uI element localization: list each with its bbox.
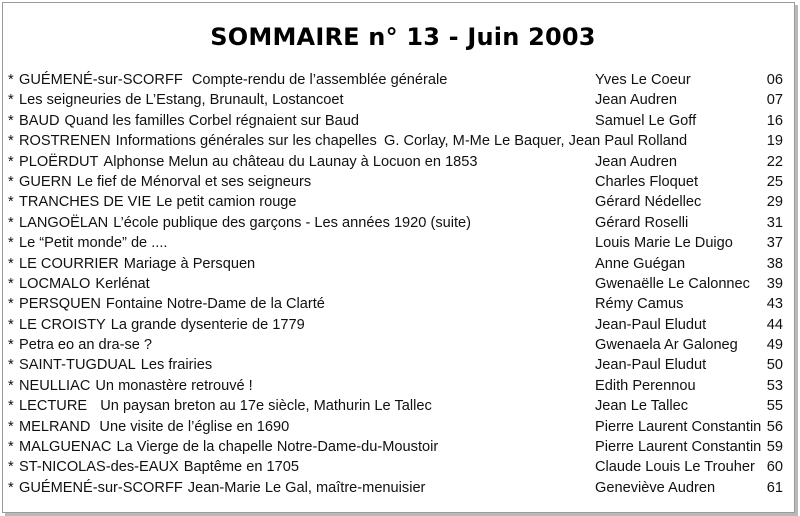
list-item bbox=[3, 192, 800, 212]
entry-author: Louis Marie Le Duigo bbox=[595, 235, 733, 252]
entry-article: Le fief de Ménorval et ses seigneurs bbox=[76, 173, 312, 190]
bullet-marker: * bbox=[8, 398, 14, 415]
list-item bbox=[3, 111, 800, 131]
entry-page-number: 60 bbox=[766, 459, 783, 476]
entry-heading bbox=[19, 213, 471, 233]
entry-heading bbox=[19, 376, 253, 396]
entry-author: Gérard Roselli bbox=[595, 214, 689, 231]
bullet-marker: * bbox=[8, 377, 14, 394]
entry-heading bbox=[19, 417, 289, 437]
list-item bbox=[3, 254, 800, 274]
entry-author: Jean Le Tallec bbox=[595, 398, 689, 415]
entry-heading bbox=[19, 90, 344, 110]
entry-place: LE CROISTY bbox=[19, 316, 106, 333]
entry-heading bbox=[19, 437, 438, 457]
bullet-marker: * bbox=[8, 133, 14, 150]
entry-page-number: 56 bbox=[766, 418, 783, 435]
entry-author: Yves Le Coeur bbox=[595, 72, 691, 88]
entry-page-number: 16 bbox=[766, 112, 783, 129]
entry-page-number: 53 bbox=[766, 377, 783, 394]
list-item bbox=[3, 417, 800, 437]
entry-heading bbox=[19, 111, 359, 131]
entry-page-number: 22 bbox=[766, 153, 783, 170]
entry-author: Edith Perennou bbox=[595, 377, 696, 394]
entry-article: Les seigneuries de L’Estang, Brunault, Lostancoet bbox=[19, 92, 344, 109]
bullet-marker: * bbox=[8, 337, 14, 354]
entry-author: Claude Louis Le Trouher bbox=[595, 459, 755, 476]
entry-article: Baptême en 1705 bbox=[183, 459, 299, 476]
entry-place: TRANCHES DE VIE bbox=[19, 194, 152, 211]
entry-place: LANGOËLAN bbox=[19, 214, 109, 231]
entry-heading bbox=[19, 274, 150, 294]
entry-page-number: 55 bbox=[766, 398, 783, 415]
bullet-marker: * bbox=[8, 214, 14, 231]
entry-page-number: 39 bbox=[766, 275, 783, 292]
bullet-marker: * bbox=[8, 194, 14, 211]
bullet-marker: * bbox=[8, 459, 14, 476]
list-item bbox=[3, 294, 800, 314]
entry-heading bbox=[19, 192, 297, 212]
entry-place: MELRAND bbox=[19, 418, 91, 435]
entry-author: G. Corlay, M-Me Le Baquer, Jean Paul Rolland bbox=[384, 133, 688, 150]
list-item bbox=[3, 90, 800, 110]
entry-article: Un monastère retrouvé ! bbox=[95, 377, 253, 394]
entry-author: Jean-Paul Eludut bbox=[595, 316, 707, 333]
list-item bbox=[3, 457, 800, 477]
entry-article: Une visite de l’église en 1690 bbox=[95, 418, 290, 435]
bullet-marker: * bbox=[8, 72, 14, 88]
table-of-contents bbox=[3, 70, 800, 498]
entry-heading bbox=[19, 152, 478, 172]
entry-page-number: 29 bbox=[766, 194, 783, 211]
page-frame bbox=[2, 2, 795, 513]
entry-place: GUÉMENÉ-sur-SCORFF bbox=[19, 479, 183, 496]
entry-heading bbox=[19, 335, 152, 355]
entry-page-number: 25 bbox=[766, 173, 783, 190]
bullet-marker: * bbox=[8, 275, 14, 292]
bullet-marker: * bbox=[8, 235, 14, 252]
entry-heading bbox=[19, 396, 432, 416]
entry-place: GUERN bbox=[19, 173, 72, 190]
entry-place: PERSQUEN bbox=[19, 296, 101, 313]
entry-heading bbox=[19, 131, 377, 151]
bullet-marker: * bbox=[8, 255, 14, 272]
list-item bbox=[3, 396, 800, 416]
bullet-marker: * bbox=[8, 357, 14, 374]
entry-page-number: 07 bbox=[766, 92, 783, 109]
entry-place: BAUD bbox=[19, 112, 60, 129]
entry-place: NEULLIAC bbox=[19, 377, 91, 394]
entry-article: Informations générales sur les chapelles bbox=[115, 133, 377, 150]
entry-article: Un paysan breton au 17e siècle, Mathurin Le Tallec bbox=[92, 398, 432, 415]
entry-page-number: 37 bbox=[766, 235, 783, 252]
entry-place: LECTURE bbox=[19, 398, 88, 415]
bullet-marker: * bbox=[8, 92, 14, 109]
entry-heading bbox=[19, 233, 167, 253]
bullet-marker: * bbox=[8, 316, 14, 333]
list-item bbox=[3, 335, 800, 355]
entry-page-number: 43 bbox=[766, 296, 783, 313]
bullet-marker: * bbox=[8, 173, 14, 190]
entry-article: Mariage à Persquen bbox=[123, 255, 256, 272]
entry-article: Compte-rendu de l’assemblée générale bbox=[187, 72, 448, 88]
list-item bbox=[3, 131, 800, 151]
bullet-marker: * bbox=[8, 439, 14, 456]
entry-heading bbox=[19, 457, 299, 477]
entry-page-number: 44 bbox=[766, 316, 783, 333]
entry-author: Gwenaela Ar Galoneg bbox=[595, 337, 738, 354]
list-item bbox=[3, 213, 800, 233]
entry-author: Jean Audren bbox=[595, 92, 677, 109]
bullet-marker: * bbox=[8, 153, 14, 170]
entry-place: PLOËRDUT bbox=[19, 153, 99, 170]
entry-heading bbox=[19, 254, 255, 274]
entry-page-number: 06 bbox=[766, 72, 783, 88]
entry-author: Rémy Camus bbox=[595, 296, 684, 313]
entry-page-number: 61 bbox=[766, 479, 783, 496]
entry-heading bbox=[19, 172, 311, 192]
list-item bbox=[3, 274, 800, 294]
entry-place: SAINT-TUGDUAL bbox=[19, 357, 136, 374]
entry-author: Jean-Paul Eludut bbox=[595, 357, 707, 374]
entry-page-number: 31 bbox=[766, 214, 783, 231]
entry-author: Samuel Le Goff bbox=[595, 112, 697, 129]
entry-place: LOCMALO bbox=[19, 275, 91, 292]
entry-page-number: 49 bbox=[766, 337, 783, 354]
entry-place: ST-NICOLAS-des-EAUX bbox=[19, 459, 179, 476]
bullet-marker: * bbox=[8, 418, 14, 435]
entry-article: La grande dysenterie de 1779 bbox=[110, 316, 305, 333]
entry-heading bbox=[19, 478, 425, 498]
list-item bbox=[3, 355, 800, 375]
entry-article: Le “Petit monde” de .... bbox=[19, 235, 168, 252]
list-item bbox=[3, 478, 800, 498]
entry-article: La Vierge de la chapelle Notre-Dame-du-Moustoir bbox=[116, 439, 439, 456]
list-item bbox=[3, 233, 800, 253]
entry-page-number: 59 bbox=[766, 439, 783, 456]
entry-article: Le petit camion rouge bbox=[156, 194, 297, 211]
entry-place: MALGUENAC bbox=[19, 439, 112, 456]
entry-heading bbox=[19, 315, 305, 335]
entry-author: Pierre Laurent Constantin bbox=[595, 418, 762, 435]
entry-article: Fontaine Notre-Dame de la Clarté bbox=[105, 296, 325, 313]
bullet-marker: * bbox=[8, 296, 14, 313]
entry-page-number: 38 bbox=[766, 255, 783, 272]
entry-author: Jean Audren bbox=[595, 153, 677, 170]
list-item bbox=[3, 376, 800, 396]
list-item bbox=[3, 315, 800, 335]
entry-article: Les frairies bbox=[140, 357, 213, 374]
list-item bbox=[3, 152, 800, 172]
entry-article: Petra eo an dra-se ? bbox=[19, 337, 153, 354]
entry-heading bbox=[19, 70, 447, 90]
list-item bbox=[3, 172, 800, 192]
entry-author: Pierre Laurent Constantin bbox=[595, 439, 762, 456]
entry-page-number: 19 bbox=[766, 133, 783, 150]
entry-article: Kerlénat bbox=[95, 275, 150, 292]
entry-heading bbox=[19, 355, 212, 375]
entry-article: L’école publique des garçons - Les années 1920 (suite) bbox=[113, 214, 472, 231]
entry-place: GUÉMENÉ-sur-SCORFF bbox=[19, 72, 183, 88]
list-item bbox=[3, 437, 800, 457]
entry-author: Geneviève Audren bbox=[595, 479, 716, 496]
entry-author: Anne Guégan bbox=[595, 255, 686, 272]
entry-page-number: 50 bbox=[766, 357, 783, 374]
entry-author: Gérard Nédellec bbox=[595, 194, 702, 211]
entry-author: Charles Floquet bbox=[595, 173, 699, 190]
bullet-marker: * bbox=[8, 479, 14, 496]
entry-place: LE COURRIER bbox=[19, 255, 119, 272]
bullet-marker: * bbox=[8, 112, 14, 129]
entry-article: Quand les familles Corbel régnaient sur Baud bbox=[64, 112, 360, 129]
entry-article: Jean-Marie Le Gal, maître-menuisier bbox=[187, 479, 426, 496]
list-item bbox=[3, 70, 800, 90]
entry-heading bbox=[19, 294, 325, 314]
page-title: SOMMAIRE n° 13 - Juin 2003 bbox=[210, 23, 596, 51]
entry-author: Gwenaëlle Le Calonnec bbox=[595, 275, 750, 292]
entry-place: ROSTRENEN bbox=[19, 133, 111, 150]
entry-article: Alphonse Melun au château du Launay à Locuon en 1853 bbox=[103, 153, 478, 170]
